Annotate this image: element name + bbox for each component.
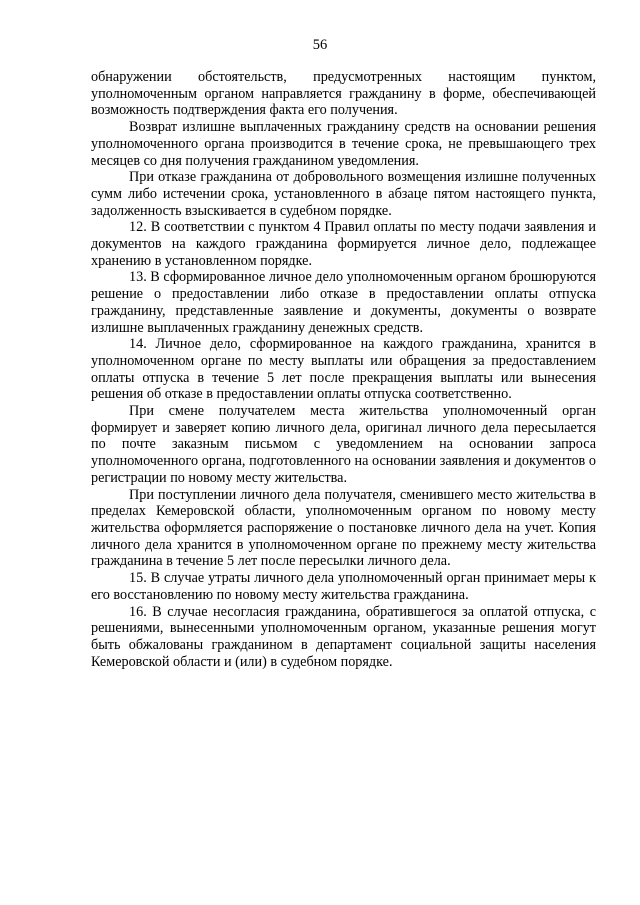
paragraph-continuation: обнаружении обстоятельств, предусмотренных настоящим пунктом, уполномоченным органом направляется гражданину в форме, обеспечивающей возможность подтверждения факта его получения. <box>91 69 596 119</box>
paragraph-item-14: 14. Личное дело, сформированное на каждого гражданина, хранится в уполномоченном органе по месту выплаты или обращения за предоставлением оплаты отпуска в течение 5 лет после прекращения выплаты или вынесения решения об отказе в предоставлении оплаты отпуска соответственно. <box>91 336 596 403</box>
paragraph-refund-term: Возврат излишне выплаченных гражданину средств на основании решения уполномоченного органа производится в течение срока, не превышающего трех месяцев со дня получения гражданином уведомления. <box>91 119 596 169</box>
document-body <box>91 69 596 670</box>
paragraph-receipt-of-file: При поступлении личного дела получателя, сменившего место жительства в пределах Кемеровской области, уполномоченным органом по новому месту жительства оформляется распоряжение о постановке личного дела на учет. Копия личного дела хранится в уполномоченном органе по прежнему месту жительства гражданина в течение 5 лет после пересылки личного дела. <box>91 486 596 570</box>
paragraph-change-residence: При смене получателем места жительства уполномоченный орган формирует и заверяет копию личного дела, оригинал личного дела пересылается по почте заказным письмом с уведомлением на основании запроса уполномоченного органа, подготовленного на основании заявления и документов о регистрации по новому месту жительства. <box>91 403 596 486</box>
paragraph-item-15: 15. В случае утраты личного дела уполномоченный орган принимает меры к его восстановлению по новому месту жительства гражданина. <box>91 570 596 603</box>
paragraph-item-13: 13. В сформированное личное дело уполномоченным органом брошюруются решение о предоставлении либо отказе в предоставлении оплаты отпуска гражданину, представленные заявление и документы, документы о возврате излишне выплаченных гражданину денежных средств. <box>91 269 596 336</box>
paragraph-item-16: 16. В случае несогласия гражданина, обратившегося за оплатой отпуска, с решениями, вынесенными уполномоченным органом, указанные решения могут быть обжалованы гражданином в департамент социальной защиты населения Кемеровской области и (или) в судебном порядке. <box>91 603 596 670</box>
paragraph-item-12: 12. В соответствии с пунктом 4 Правил оплаты по месту подачи заявления и документов на каждого гражданина формируется личное дело, подлежащее хранению в установленном порядке. <box>91 219 596 269</box>
paragraph-refusal-refund: При отказе гражданина от добровольного возмещения излишне полученных сумм либо истечении срока, установленного в абзаце пятом настоящего пункта, задолженность взыскивается в судебном порядке. <box>91 169 596 219</box>
page-number: 56 <box>312 37 328 53</box>
